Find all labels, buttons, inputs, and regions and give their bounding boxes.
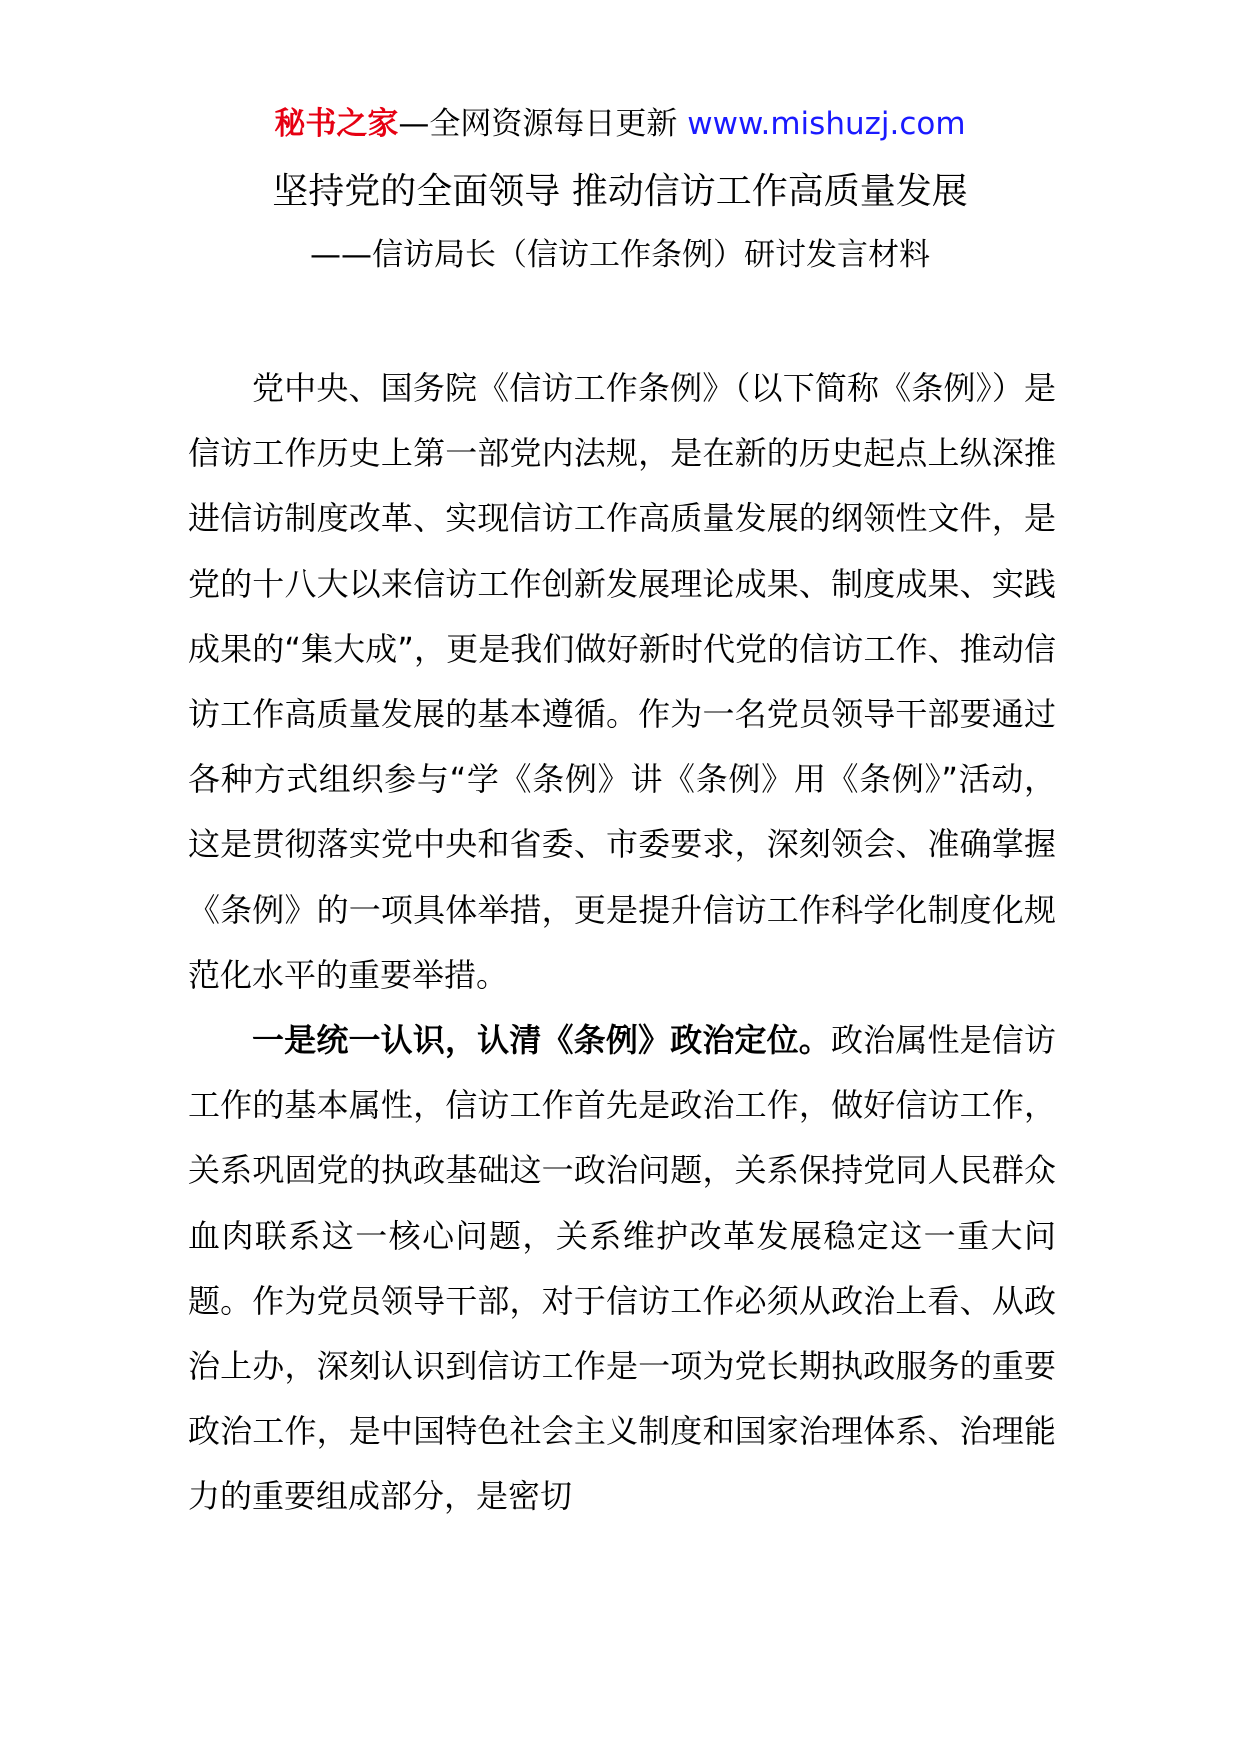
paragraph-2-lead: 一是统一认识，认清《条例》政治定位。 [252,1021,831,1060]
document-body [188,356,1056,1530]
document-title: 坚持党的全面领导 推动信访工作高质量发展 [272,171,968,212]
site-header [0,100,1240,148]
paragraph-1-text: 党中央、国务院《信访工作条例》（以下简称《条例》）是信访工作历史上第一部党内法规，是在新的历史起点上纵深推进信访制度改革、实现信访工作高质量发展的纲领性文件，是党的十八大以来信访工作创新发展理论成果、制度成果、实践成果的“集大成”，更是我们做好新时代党的信访工作、推动信访工作高质量发展的基本遵循。作为一名党员领导干部要通过各种方式组织参与“学《条例》讲《条例》用《条例》”活动，这是贯彻落实党中央和省委、市委要求，深刻领会、准确掌握《条例》的一项具体举措，更是提升信访工作科学化制度化规范化水平的重要举措。 [188,369,1056,994]
paragraph-2-text: 政治属性是信访工作的基本属性，信访工作首先是政治工作，做好信访工作，关系巩固党的执政基础这一政治问题，关系保持党同人民群众血肉联系这一核心问题，关系维护改革发展稳定这一重大问题。作为党员领导干部，对于信访工作必须从政治上看、从政治上办，深刻认识到信访工作是一项为党长期执政服务的重要政治工作，是中国特色社会主义制度和国家治理体系、治理能力的重要组成部分，是密切 [188,1021,1056,1516]
site-url[interactable]: www.mishuzj.com [687,106,966,142]
site-tagline: —全网资源每日更新 [398,106,688,142]
site-name: 秘书之家 [274,106,399,142]
document-subtitle: ——信访局长（信访工作条例）研讨发言材料 [310,237,930,273]
paragraph-2 [188,1008,1056,1530]
paragraph-1 [188,356,1056,1008]
